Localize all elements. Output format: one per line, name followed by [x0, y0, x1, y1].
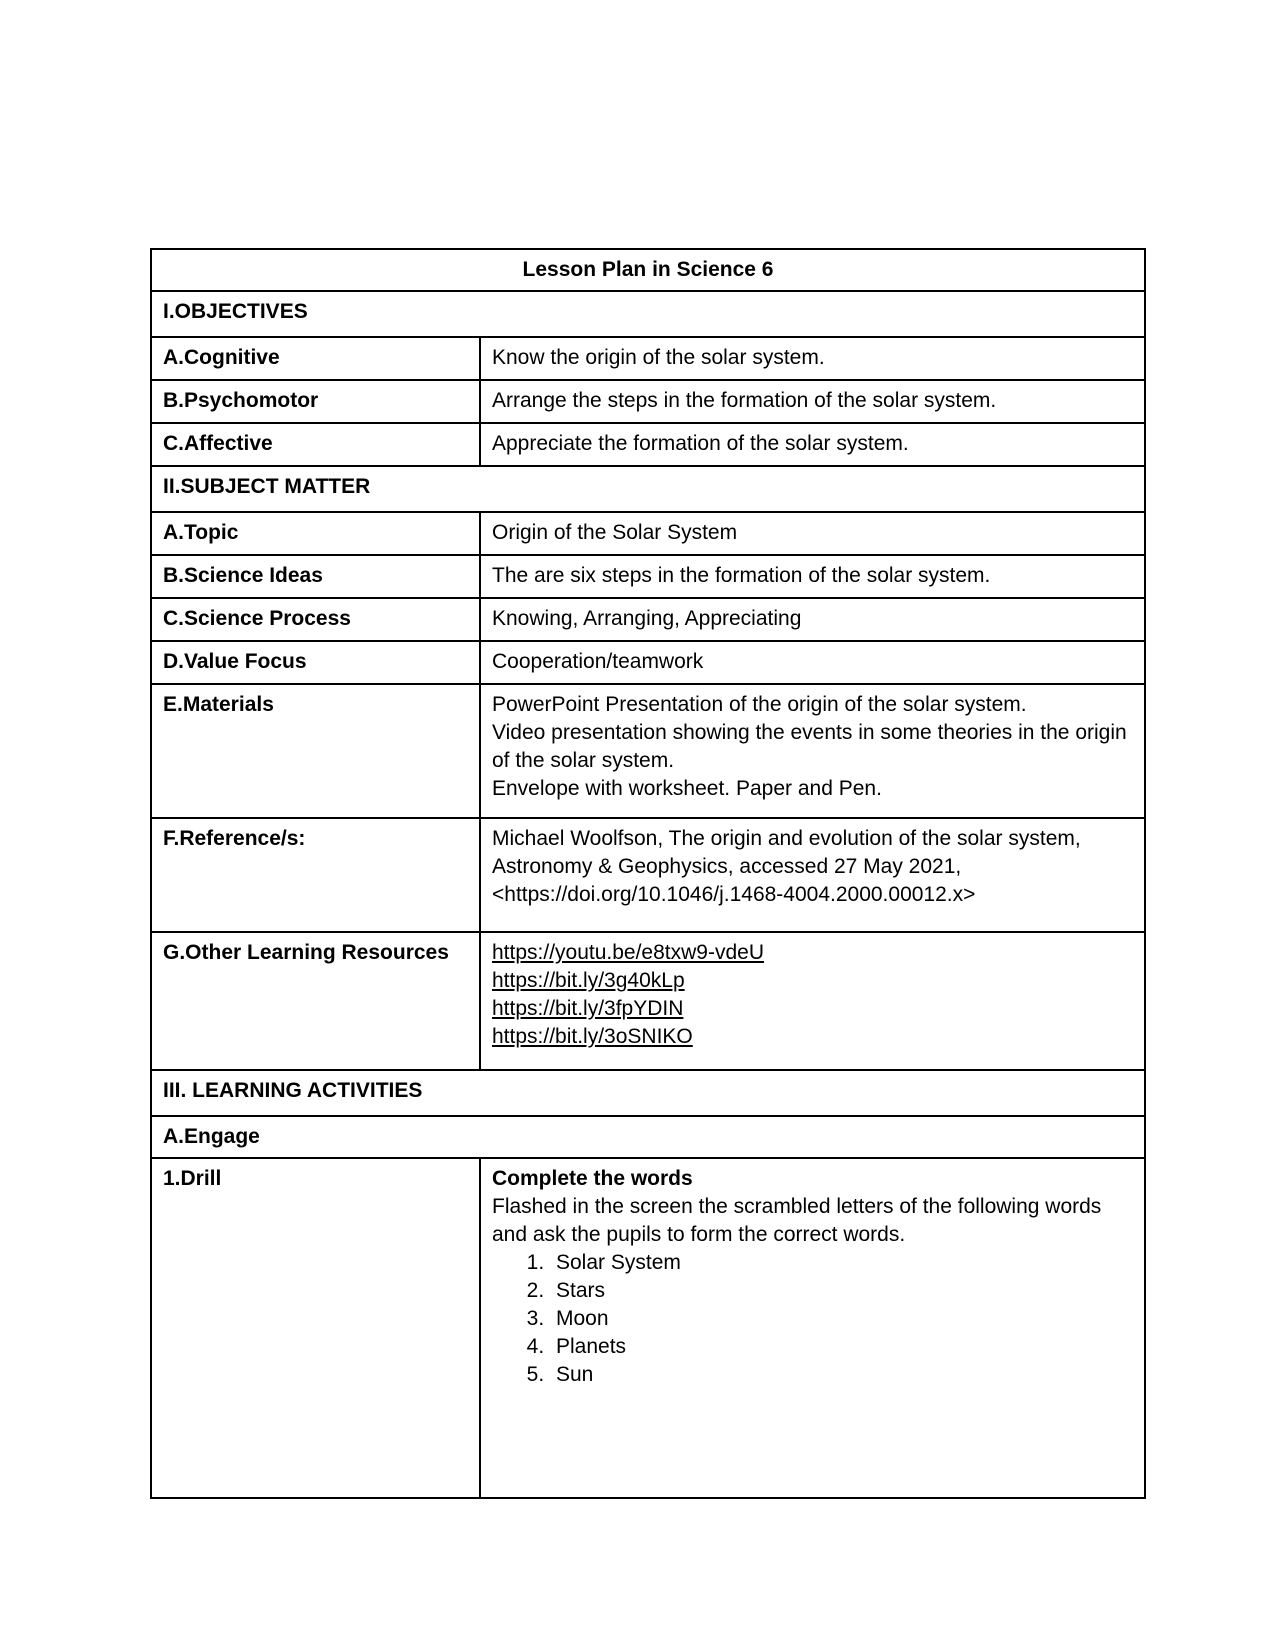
row-label-other-resources: G.Other Learning Resources	[151, 932, 480, 1070]
resource-link-bitly-1[interactable]: https://bit.ly/3g40kLp	[492, 969, 685, 992]
drill-activity-title: Complete the words	[492, 1167, 693, 1190]
row-value-psychomotor: Arrange the steps in the formation of the solar system.	[480, 380, 1145, 423]
table-row-reference	[151, 818, 1145, 932]
section-heading-engage: A.Engage	[151, 1116, 1145, 1158]
table-row-drill	[151, 1158, 1145, 1498]
row-value-affective: Appreciate the formation of the solar system.	[480, 423, 1145, 466]
table-row-materials	[151, 684, 1145, 818]
table-row-topic	[151, 512, 1145, 555]
engage-section-row	[151, 1116, 1145, 1158]
row-value-reference	[480, 818, 1145, 932]
row-label-drill: 1.Drill	[151, 1158, 480, 1498]
row-label-cognitive: A.Cognitive	[151, 337, 480, 380]
drill-word-item: 3. Moon	[550, 1305, 1133, 1333]
subject-matter-section-row	[151, 466, 1145, 512]
drill-word-item: 5. Sun	[550, 1361, 1133, 1389]
row-value-drill	[480, 1158, 1145, 1498]
row-value-other-resources	[480, 932, 1145, 1070]
lesson-plan-table	[150, 248, 1146, 1499]
row-value-science-process: Knowing, Arranging, Appreciating	[480, 598, 1145, 641]
resource-link-bitly-3[interactable]: https://bit.ly/3oSNIKO	[492, 1025, 693, 1048]
row-value-value-focus: Cooperation/teamwork	[480, 641, 1145, 684]
drill-word-item: 1. Solar System	[550, 1249, 1133, 1277]
title-row	[151, 249, 1145, 291]
section-heading-learning-activities: III. LEARNING ACTIVITIES	[151, 1070, 1145, 1116]
table-row-other-resources	[151, 932, 1145, 1070]
section-heading-subject-matter: II.SUBJECT MATTER	[151, 466, 1145, 512]
row-label-psychomotor: B.Psychomotor	[151, 380, 480, 423]
materials-line: Video presentation showing the events in some theories in the origin of the solar system.	[492, 721, 1127, 772]
reference-citation: Michael Woolfson, The origin and evolution of the solar system, Astronomy & Geophysics, accessed 27 May 2021,<https://doi.org/10.1046/j.1468-4004.2000.00012.x>	[492, 827, 1081, 906]
row-value-materials	[480, 684, 1145, 818]
row-label-value-focus: D.Value Focus	[151, 641, 480, 684]
table-row-psychomotor	[151, 380, 1145, 423]
materials-line: PowerPoint Presentation of the origin of the solar system.	[492, 693, 1027, 716]
table-row-cognitive	[151, 337, 1145, 380]
materials-line: Envelope with worksheet. Paper and Pen.	[492, 777, 882, 800]
row-label-affective: C.Affective	[151, 423, 480, 466]
table-row-science-process	[151, 598, 1145, 641]
drill-instructions: Flashed in the screen the scrambled letters of the following words and ask the pupils to form the correct words.	[492, 1195, 1102, 1246]
drill-word-item: 2. Stars	[550, 1277, 1133, 1305]
row-label-materials: E.Materials	[151, 684, 480, 818]
section-heading-objectives: I.OBJECTIVES	[151, 291, 1145, 337]
page-title: Lesson Plan in Science 6	[151, 249, 1145, 291]
drill-word-item: 4. Planets	[550, 1333, 1133, 1361]
drill-word-list	[492, 1249, 1133, 1389]
row-value-topic: Origin of the Solar System	[480, 512, 1145, 555]
table-row-value-focus	[151, 641, 1145, 684]
learning-activities-section-row	[151, 1070, 1145, 1116]
objectives-section-row	[151, 291, 1145, 337]
resource-link-bitly-2[interactable]: https://bit.ly/3fpYDIN	[492, 997, 684, 1020]
table-row-science-ideas	[151, 555, 1145, 598]
row-label-science-process: C.Science Process	[151, 598, 480, 641]
row-label-science-ideas: B.Science Ideas	[151, 555, 480, 598]
row-value-science-ideas: The are six steps in the formation of the solar system.	[480, 555, 1145, 598]
row-label-topic: A.Topic	[151, 512, 480, 555]
row-value-cognitive: Know the origin of the solar system.	[480, 337, 1145, 380]
table-row-affective	[151, 423, 1145, 466]
row-label-reference: F.Reference/s:	[151, 818, 480, 932]
resource-link-youtube[interactable]: https://youtu.be/e8txw9-vdeU	[492, 941, 764, 964]
